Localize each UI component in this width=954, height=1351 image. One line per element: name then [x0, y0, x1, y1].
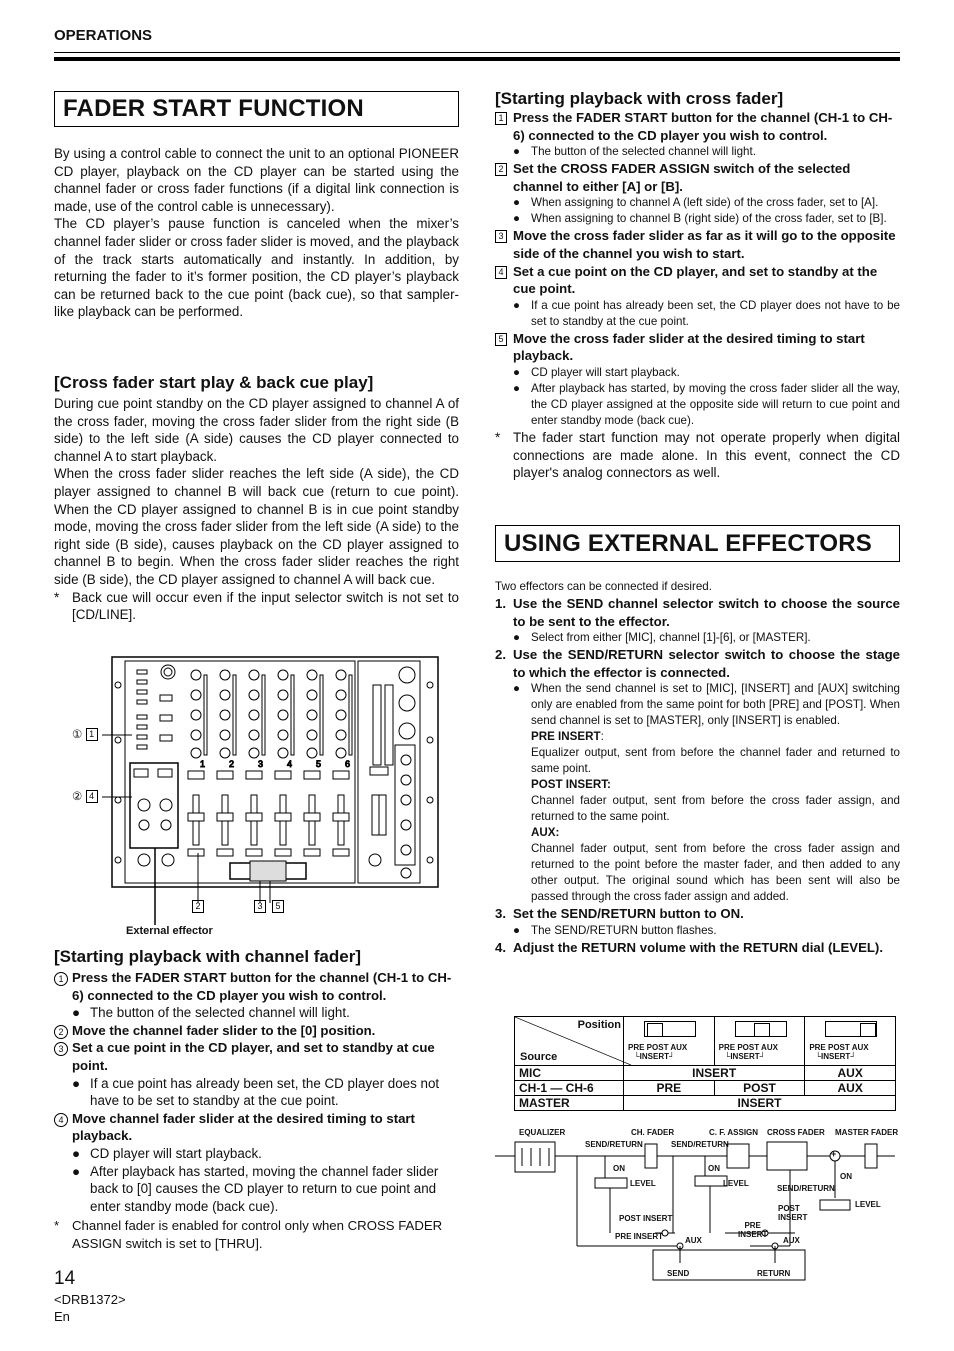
bullet-text: After playback has started, moving the channel fader slider back to [0] causes the CD player to return to cue point and enter standby mode (back cue). [90, 1163, 439, 1214]
channel-fader-note [54, 1217, 459, 1252]
switch-insert-label: └INSERT┘ [724, 1052, 766, 1061]
cross-step-text: Move the cross fader slider as far as it will go to the opposite side of the channel you wish to start. [513, 228, 896, 261]
effector-step-1 [495, 595, 900, 630]
diagram-send-return-2: SEND/RETURN [671, 1140, 729, 1149]
diagram-level-1: LEVEL [630, 1179, 656, 1188]
switch-illustration [715, 1017, 805, 1065]
step-number-box: 1 [495, 112, 507, 125]
bullet-dot: ● [513, 631, 521, 645]
channel-strip-3 [246, 670, 265, 856]
channel-strip-6 [333, 670, 352, 856]
bullet-dot: ● [513, 196, 521, 210]
row-master-insert: INSERT [624, 1096, 896, 1111]
channel-step-1 [54, 969, 459, 1004]
channel-step-text: Press the FADER START button for the channel (CH-1 to CH-6) connected to the CD player you wish to control. [72, 970, 452, 1003]
diagram-aux-2: AUX [783, 1236, 800, 1245]
note-text: Channel fader is enabled for control only when CROSS FADER ASSIGN switch is set to [THRU]. [72, 1218, 443, 1251]
cross-step-number [495, 227, 513, 262]
cross-fader-note [495, 429, 900, 482]
switch-pre-insert [624, 1017, 715, 1066]
cross-paragraph-2: When the cross fader slider reaches the left side (A side), the CD player assigned to channel B will back cue (return to cue point). When the CD player assigned to channel B is in cue point standby mode, moving the cross fader slider from the left side (A side) to the right side (B side), causes playback on the CD player assigned to channel B to begin. When the cross fader slider reaches the right side (B side), the CD player assigned to channel A will back cue. [54, 466, 459, 587]
figure-callout-1: ① 1 [72, 727, 104, 743]
cross-step-number [495, 263, 513, 298]
channel-fader-steps [54, 969, 459, 1253]
effector-step-4: 4. Adjust the RETURN volume with the RETURN dial (LEVEL). [495, 939, 883, 955]
signal-flow-lines [495, 1128, 900, 1283]
channel-step-bullet [72, 1145, 459, 1163]
switch-labels: PRE POST AUX [718, 1043, 778, 1052]
intro-paragraph-1: By using a control cable to connect the unit to an optional PIONEER CD player, playback on the CD player can be started using the channel fader or cross fader functions (if a digital link connection is made, use of the control cable is unnecessary). [54, 146, 459, 214]
channel-step-bullet [72, 1075, 459, 1110]
mixer-panel-drawing [70, 655, 450, 940]
note-text: The fader start function may not operate properly when digital connections are made alone. In this event, connect the CD player's analog connectors as well. [513, 429, 900, 481]
bullet-dot: ● [513, 298, 521, 312]
bullet-text: If a cue point has already been set, the CD player does not have to be set to standby at the cue point. [531, 298, 900, 328]
diagram-level-2: LEVEL [723, 1179, 749, 1188]
mixer-panel-figure [70, 655, 450, 940]
diagram-equalizer: EQUALIZER [519, 1128, 566, 1137]
diagram-pre-insert: PRE INSERT [615, 1232, 664, 1241]
cross-start-steps [495, 109, 900, 482]
row-ch-post: POST [714, 1081, 805, 1096]
switch-post-insert [714, 1017, 805, 1066]
channel-number-label: 6 [345, 759, 351, 769]
channel-step-text: Set a cue point in the CD player, and set to standby at cue point. [72, 1040, 435, 1073]
step-number-circle: 3 [54, 1042, 68, 1056]
cross-step-text: Press the FADER START button for the channel (CH-1 to CH-6) connected to the CD player you wish to control. [513, 110, 893, 143]
bullet-text: CD player will start playback. [90, 1145, 262, 1161]
cross-note: * Back cue will occur even if the input selector switch is not set to [CD/LINE]. [54, 589, 459, 623]
row-ch-source: CH-1 — CH-6 [515, 1081, 624, 1096]
channel-step-number [54, 1039, 72, 1074]
cross-step-text: Set a cue point on the CD player, and set to standby at the cue point. [513, 263, 878, 297]
step-number-box: 3 [495, 230, 507, 243]
effectors-body [495, 579, 900, 957]
row-ch-pre: PRE [624, 1081, 715, 1096]
bullet-text: If a cue point has already been set, the CD player does not have to be set to standby at the cue point. [90, 1075, 440, 1109]
cross-fader-start-heading: [Cross fader start play & back cue play] [54, 373, 374, 392]
cross-fader-start-text [54, 395, 459, 624]
switch-insert-label: └INSERT┘ [634, 1052, 675, 1061]
diagram-on-1: ON [613, 1164, 625, 1173]
fader-start-title: FADER START FUNCTION [54, 91, 459, 127]
diagram-cf-assign: C. F. ASSIGN [709, 1128, 759, 1137]
language-code: En [54, 1309, 70, 1324]
diagram-post-insert: POST INSERT [619, 1214, 673, 1223]
bullet-text: The button of the selected channel will light. [90, 1005, 350, 1021]
cross-step-number [495, 330, 513, 365]
switch-knob [860, 1023, 876, 1037]
channel-step-number [54, 1110, 72, 1145]
channel-number-label: 1 [200, 759, 206, 769]
cross-step-3 [495, 227, 900, 262]
switch-knob [754, 1023, 770, 1037]
switch-labels: PRE POST AUX [628, 1043, 688, 1052]
channel-step-4 [54, 1110, 459, 1145]
effector-steps [495, 595, 900, 681]
channel-number-label: 4 [287, 759, 293, 769]
switch-insert-label: └INSERT┘ [815, 1052, 856, 1061]
channel-step-number [54, 1022, 72, 1040]
effectors-intro: Two effectors can be connected if desired. [495, 580, 712, 593]
step-number-circle: 2 [54, 1025, 68, 1039]
cross-step-5 [495, 330, 900, 365]
switch-body [644, 1021, 696, 1037]
bullet-dot: ● [513, 212, 521, 226]
cross-step-bullet [513, 381, 900, 429]
table-source-label: Source [520, 1051, 558, 1063]
channel-strip-2 [217, 670, 236, 856]
bullet-dot: ● [513, 365, 521, 379]
cross-paragraph-1: During cue point standby on the CD player assigned to channel A of the cross fader, moving the cross fader slider from the right side (B side) to the left side (A side) causes the CD player connected to channel A to start playback. [54, 396, 459, 464]
diagram-plus: + [831, 1149, 837, 1159]
diagram-ch-fader: CH. FADER [631, 1128, 675, 1137]
figure-callout-4: 3 5 [254, 899, 290, 915]
cross-step-text: Move the cross fader slider at the desired timing to start playback. [513, 330, 865, 364]
diagram-send: SEND [667, 1269, 690, 1278]
note-asterisk: * [54, 1218, 60, 1234]
figure-callout-2: ② 4 [72, 789, 104, 805]
effector-step-text: Use the SEND channel selector switch to choose the source to be sent to the effector. [513, 596, 900, 629]
figure-caption: External effector [126, 925, 213, 937]
diagram-post-insert-2: POST INSERT [778, 1204, 808, 1222]
channel-number-label: 5 [316, 759, 322, 769]
step-number-circle: 4 [54, 1113, 68, 1127]
cross-start-heading: [Starting playback with cross fader] [495, 89, 784, 108]
diagram-send-return-3: SEND/RETURN [777, 1184, 835, 1193]
switch-body [735, 1021, 787, 1037]
step2-bullet: ● When the send channel is set to [MIC], [INSERT] and [AUX] switching only are enabled from the same point for both [PRE] and [POST]. When send channel is set to [MASTER], only [INSERT] is enabled. PRE INSERT: Equalizer output, sent from before the channel fader and returned to same point. POST INSERT: Channel fader output, sent from before the cross fader assign, and returned to the same point. AUX: Channel fader output, sent from before the cross fader assign and returned to the point before the master fader, and then added to any other output. The original sound which has been sent will also be passed through the cross fader assign and added. [513, 682, 900, 904]
row-mic-insert: INSERT [624, 1066, 805, 1081]
header-rule-thin [54, 52, 900, 53]
cross-step-text: Set the CROSS FADER ASSIGN switch of the selected channel to either [A] or [B]. [513, 161, 851, 194]
row-master-source: MASTER [515, 1096, 624, 1111]
effector-step-2 [495, 646, 900, 681]
step-number-box: 4 [495, 266, 507, 279]
cross-step-bullet [513, 298, 900, 330]
channel-strip-4 [275, 670, 294, 856]
cross-step-2 [495, 160, 900, 195]
bullet-dot: ● [72, 1163, 81, 1179]
switch-knob [647, 1023, 663, 1037]
page-number: 14 [54, 1268, 76, 1289]
diagram-on-2: ON [708, 1164, 720, 1173]
cross-step-bullet [513, 365, 900, 381]
row-ch-aux: AUX [805, 1081, 896, 1096]
channel-number-label: 3 [258, 759, 264, 769]
channel-step-text: Move the channel fader slider to the [0] position. [72, 1022, 376, 1038]
cross-step-number [495, 160, 513, 195]
bullet-dot: ● [72, 1145, 81, 1161]
diagram-master-fader: MASTER FADER [835, 1128, 899, 1137]
cross-step-number [495, 109, 513, 144]
step-number-box: 2 [495, 163, 507, 176]
figure-callout-3: 2 [192, 899, 210, 915]
table-position-label: Position [577, 1019, 621, 1031]
cross-step-bullet [513, 144, 900, 160]
channel-step-text: Move channel fader slider at the desired timing to start playback. [72, 1110, 415, 1144]
channel-step-bullet [72, 1004, 459, 1022]
section-header: OPERATIONS [54, 27, 153, 44]
effector-step-bullet [513, 630, 900, 646]
row-mic-aux: AUX [805, 1066, 896, 1081]
bullet-text: After playback has started, by moving the cross fader slider all the way, the CD player assigned at the opposite side will return to cue point and enter standby mode (back cue). [531, 381, 900, 427]
effectors-title: USING EXTERNAL EFFECTORS [495, 525, 900, 562]
switch-illustration [805, 1017, 895, 1065]
signal-flow-diagram [495, 1128, 900, 1283]
effector-step-number: 1. [495, 596, 506, 611]
step-number-circle: 1 [54, 972, 68, 986]
table-corner-cell [515, 1017, 624, 1066]
diagram-send-return-1: SEND/RETURN [585, 1140, 643, 1149]
intro-paragraph-2: The CD player’s pause function is canceled when the mixer’s channel fader slider or cross fader slider is moved, and the playback of the track starts automatically and instantly. In addition, by returning the fader to it’s former position, the CD player’s playback can be returned back to the cue point (back cue), so that sampler-like playback can be performed. [54, 216, 459, 320]
document-code: <DRB1372> [54, 1292, 126, 1307]
channel-fader-heading: [Starting playback with channel fader] [54, 947, 362, 966]
bullet-dot: ● [513, 381, 521, 395]
channel-strip-1 [188, 670, 207, 856]
switch-body [825, 1021, 877, 1037]
switch-aux [805, 1017, 896, 1066]
channel-step-3 [54, 1039, 459, 1074]
bullet-dot: ● [72, 1075, 81, 1091]
switch-illustration [624, 1017, 714, 1065]
diagram-aux-1: AUX [685, 1236, 702, 1245]
step-number-box: 5 [495, 333, 507, 346]
channel-step-2 [54, 1022, 459, 1040]
note-asterisk: * [495, 429, 501, 445]
cross-step-bullet [513, 195, 900, 211]
effector-step-3: 3. Set the SEND/RETURN button to ON. [495, 906, 744, 922]
switch-labels: PRE POST AUX [809, 1043, 869, 1052]
bullet-text: Select from either [MIC], channel [1]-[6], or [MASTER]. [531, 631, 811, 645]
send-return-table [514, 1016, 896, 1111]
bullet-text: When assigning to channel A (left side) of the cross fader, set to [A]. [531, 196, 879, 210]
effector-step-text: Use the SEND/RETURN selector switch to choose the stage to which the effector is connected. [513, 647, 900, 680]
header-rule-thick [54, 57, 900, 61]
effector-step-number: 2. [495, 647, 506, 663]
bullet-text: CD player will start playback. [531, 365, 680, 379]
channel-strip-5 [304, 670, 323, 856]
bullet-text: When assigning to channel B (right side) of the cross fader, set to [B]. [531, 212, 887, 226]
intro-text [54, 145, 459, 321]
diagram-return: RETURN [757, 1269, 791, 1278]
bullet-dot: ● [513, 145, 521, 159]
bullet-dot: ● [72, 1005, 81, 1021]
diagram-pre-insert-2: PRE INSERT [738, 1221, 768, 1239]
diagram-cross-fader: CROSS FADER [767, 1128, 825, 1137]
channel-step-bullet [72, 1163, 459, 1216]
diagram-on-3: ON [840, 1172, 852, 1181]
cross-step-bullet [513, 211, 900, 227]
channel-step-number [54, 969, 72, 1004]
step3-bullet: ● The SEND/RETURN button flashes. [513, 923, 717, 937]
bullet-text: The button of the selected channel will light. [531, 145, 756, 159]
channel-number-label: 2 [229, 759, 235, 769]
diagram-level-3: LEVEL [855, 1200, 881, 1209]
cross-step-4 [495, 263, 900, 298]
cross-step-1 [495, 109, 900, 144]
row-mic-source: MIC [515, 1066, 624, 1081]
